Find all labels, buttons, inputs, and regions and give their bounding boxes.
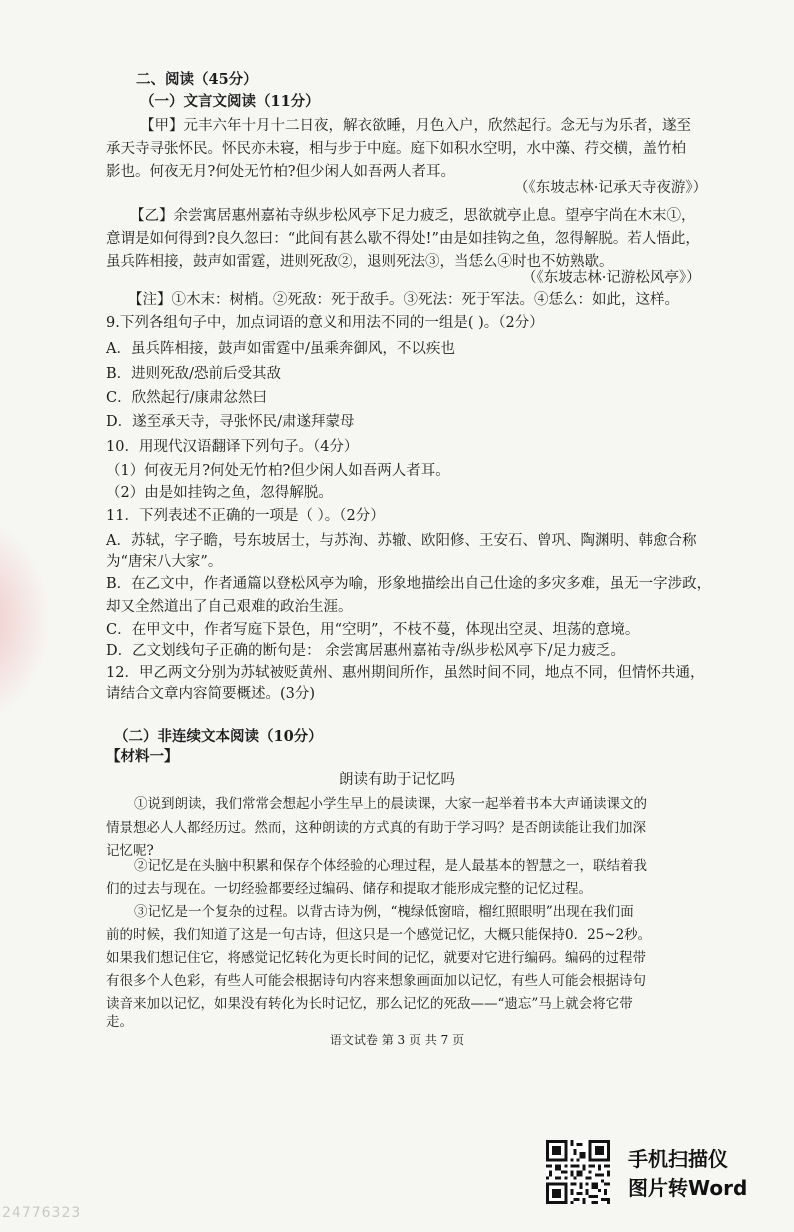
part2-heading: （二）非连续文本阅读（10分） <box>114 728 323 745</box>
material-label: 【材料一】 <box>106 748 179 765</box>
q10-item-1: （1）何夜无月?何处无竹柏?但少闲人如吾两人者耳。 <box>106 463 450 479</box>
q11-option-b2: 却又全然道出了自己艰难的政治生涯。 <box>106 599 353 615</box>
scanner-label-line-2: 图片转Word <box>628 1176 748 1200</box>
scanner-label-line-1: 手机扫描仪 <box>628 1147 728 1171</box>
q9-option-b: B．进则死敌/恐前后受其敌 <box>106 366 282 382</box>
q11-option-b1: B．在乙文中，作者通篇以登松风亭为喻，形象地描绘出自己仕途的多灾多难，虽无一字涉政， <box>106 576 712 592</box>
qr-code-icon <box>546 1140 610 1204</box>
section-title: 二、阅读（45分） <box>136 71 258 88</box>
para3-line-1: ③记忆是一个复杂的过程。以背古诗为例，“槐绿低窗暗，榴红照眼明”出现在我们面 <box>134 904 634 920</box>
q12-line-1: 12．甲乙两文分别为苏轼被贬黄州、惠州期间所作，虽然时间不同，地点不同，但情怀共通， <box>106 665 705 681</box>
para2-line-1: ②记忆是在头脑中积累和保存个体经验的心理过程，是人最基本的智慧之一，联结着我 <box>134 858 647 874</box>
q9-option-a: A．虽兵阵相接，鼓声如雷霆中/虽乘奔御风，不以疾也 <box>106 341 455 357</box>
q11: 11．下列表述不正确的一项是（ ）。（2分） <box>106 508 385 524</box>
para3-line-4: 有很多个人色彩，有些人可能会根据诗句内容来想象画面加以记忆，有些人可能会根据诗句 <box>106 973 646 989</box>
article-title: 朗读有助于记忆吗 <box>339 772 455 788</box>
q12-line-2: 请结合文章内容简要概述。(3分) <box>106 686 316 702</box>
watermark-id: 24776323 <box>2 1205 82 1221</box>
para3-line-2: 前的时候，我们知道了这是一句古诗，但这只是一个感觉记忆，大概只能保持0．25~2秒。 <box>106 927 652 943</box>
jia-line-1: 【甲】元丰六年十月十二日夜，解衣欲睡，月色入户，欣然起行。念无与为乐者，遂至 <box>140 118 691 134</box>
yi-line-2: 意谓是如何得到?良久忽曰：“此间有甚么歇不得处!”由是如挂钩之鱼，忽得解脱。若人悟此， <box>106 231 700 247</box>
q9: 9.下列各组句子中，加点词语的意义和用法不同的一组是( )。（2分） <box>106 315 544 331</box>
page-footer: 语文试卷 第 3 页 共 7 页 <box>329 1033 465 1047</box>
part1-heading: （一）文言文阅读（11分） <box>140 93 320 110</box>
q11-option-c: C．在甲文中，作者写庭下景色，用“空明”，不枝不蔓，体现出空灵、坦荡的意境。 <box>106 622 640 638</box>
q11-option-d: D．乙文划线句子正确的断句是： 余尝寓居惠州嘉祐寺/纵步松风亭下/足力疲乏。 <box>106 643 626 659</box>
para2-line-2: 们的过去与现在。一切经验都要经过编码、储存和提取才能形成完整的记忆过程。 <box>106 881 592 897</box>
yi-source: （《东坡志林·记游松风亭》） <box>522 270 701 286</box>
para3-line-3: 如果我们想记住它，将感觉记忆转化为更长时间的记忆，就要对它进行编码。编码的过程带 <box>106 950 646 966</box>
para1-line-1: ①说到朗读，我们常常会想起小学生早上的晨读课，大家一起举着书本大声诵读课文的 <box>134 796 647 812</box>
jia-source: （《东坡志林·记承天寺夜游》） <box>514 180 708 196</box>
jia-line-2: 承天寺寻张怀民。怀民亦未寝，相与步于中庭。庭下如积水空明，水中藻、荇交横，盖竹柏 <box>106 141 686 157</box>
para3-line-5: 读音来加以记忆，如果没有转化为长时记忆，那么记忆的死敌——“遗忘”马上就会将它带 <box>106 996 633 1012</box>
yi-line-3: 虽兵阵相接，鼓声如雷霆，进则死敌②，退则死法③，当恁么④时也不妨熟歇。 <box>106 254 614 270</box>
para3-line-6: 走。 <box>106 1014 133 1030</box>
yi-line-1: 【乙】余尝寓居惠州嘉祐寺纵步松风亭下足力疲乏，思欲就亭止息。望亭宇尚在木末①， <box>130 208 696 224</box>
jia-line-3: 影也。何夜无月?何处无竹柏?但少闲人如吾两人者耳。 <box>106 164 456 180</box>
q11-option-a1: A．苏轼，字子瞻，号东坡居士，与苏洵、苏辙、欧阳修、王安石、曾巩、陶渊明、韩愈合称 <box>106 533 697 549</box>
q10: 10．用现代汉语翻译下列句子。（4分） <box>106 439 359 455</box>
q11-option-a2: 为“唐宋八大家”。 <box>106 554 223 570</box>
paper-stain <box>0 520 50 720</box>
q9-option-c: C．欣然起行/康肃忿然曰 <box>106 390 267 406</box>
note: 【注】①木末：树梢。②死敌：死于敌手。③死法：死于军法。④恁么：如此，这样。 <box>128 292 679 308</box>
para1-line-2: 情景想必人人都经历过。然而，这种朗读的方式真的有助于学习吗？是否朗读能让我们加深 <box>106 820 646 836</box>
q9-option-d: D．遂至承天寺，寻张怀民/肃遂拜蒙母 <box>106 414 355 430</box>
q10-item-2: （2）由是如挂钩之鱼，忽得解脱。 <box>106 485 333 501</box>
para1-line-3: 记忆呢? <box>106 843 154 859</box>
